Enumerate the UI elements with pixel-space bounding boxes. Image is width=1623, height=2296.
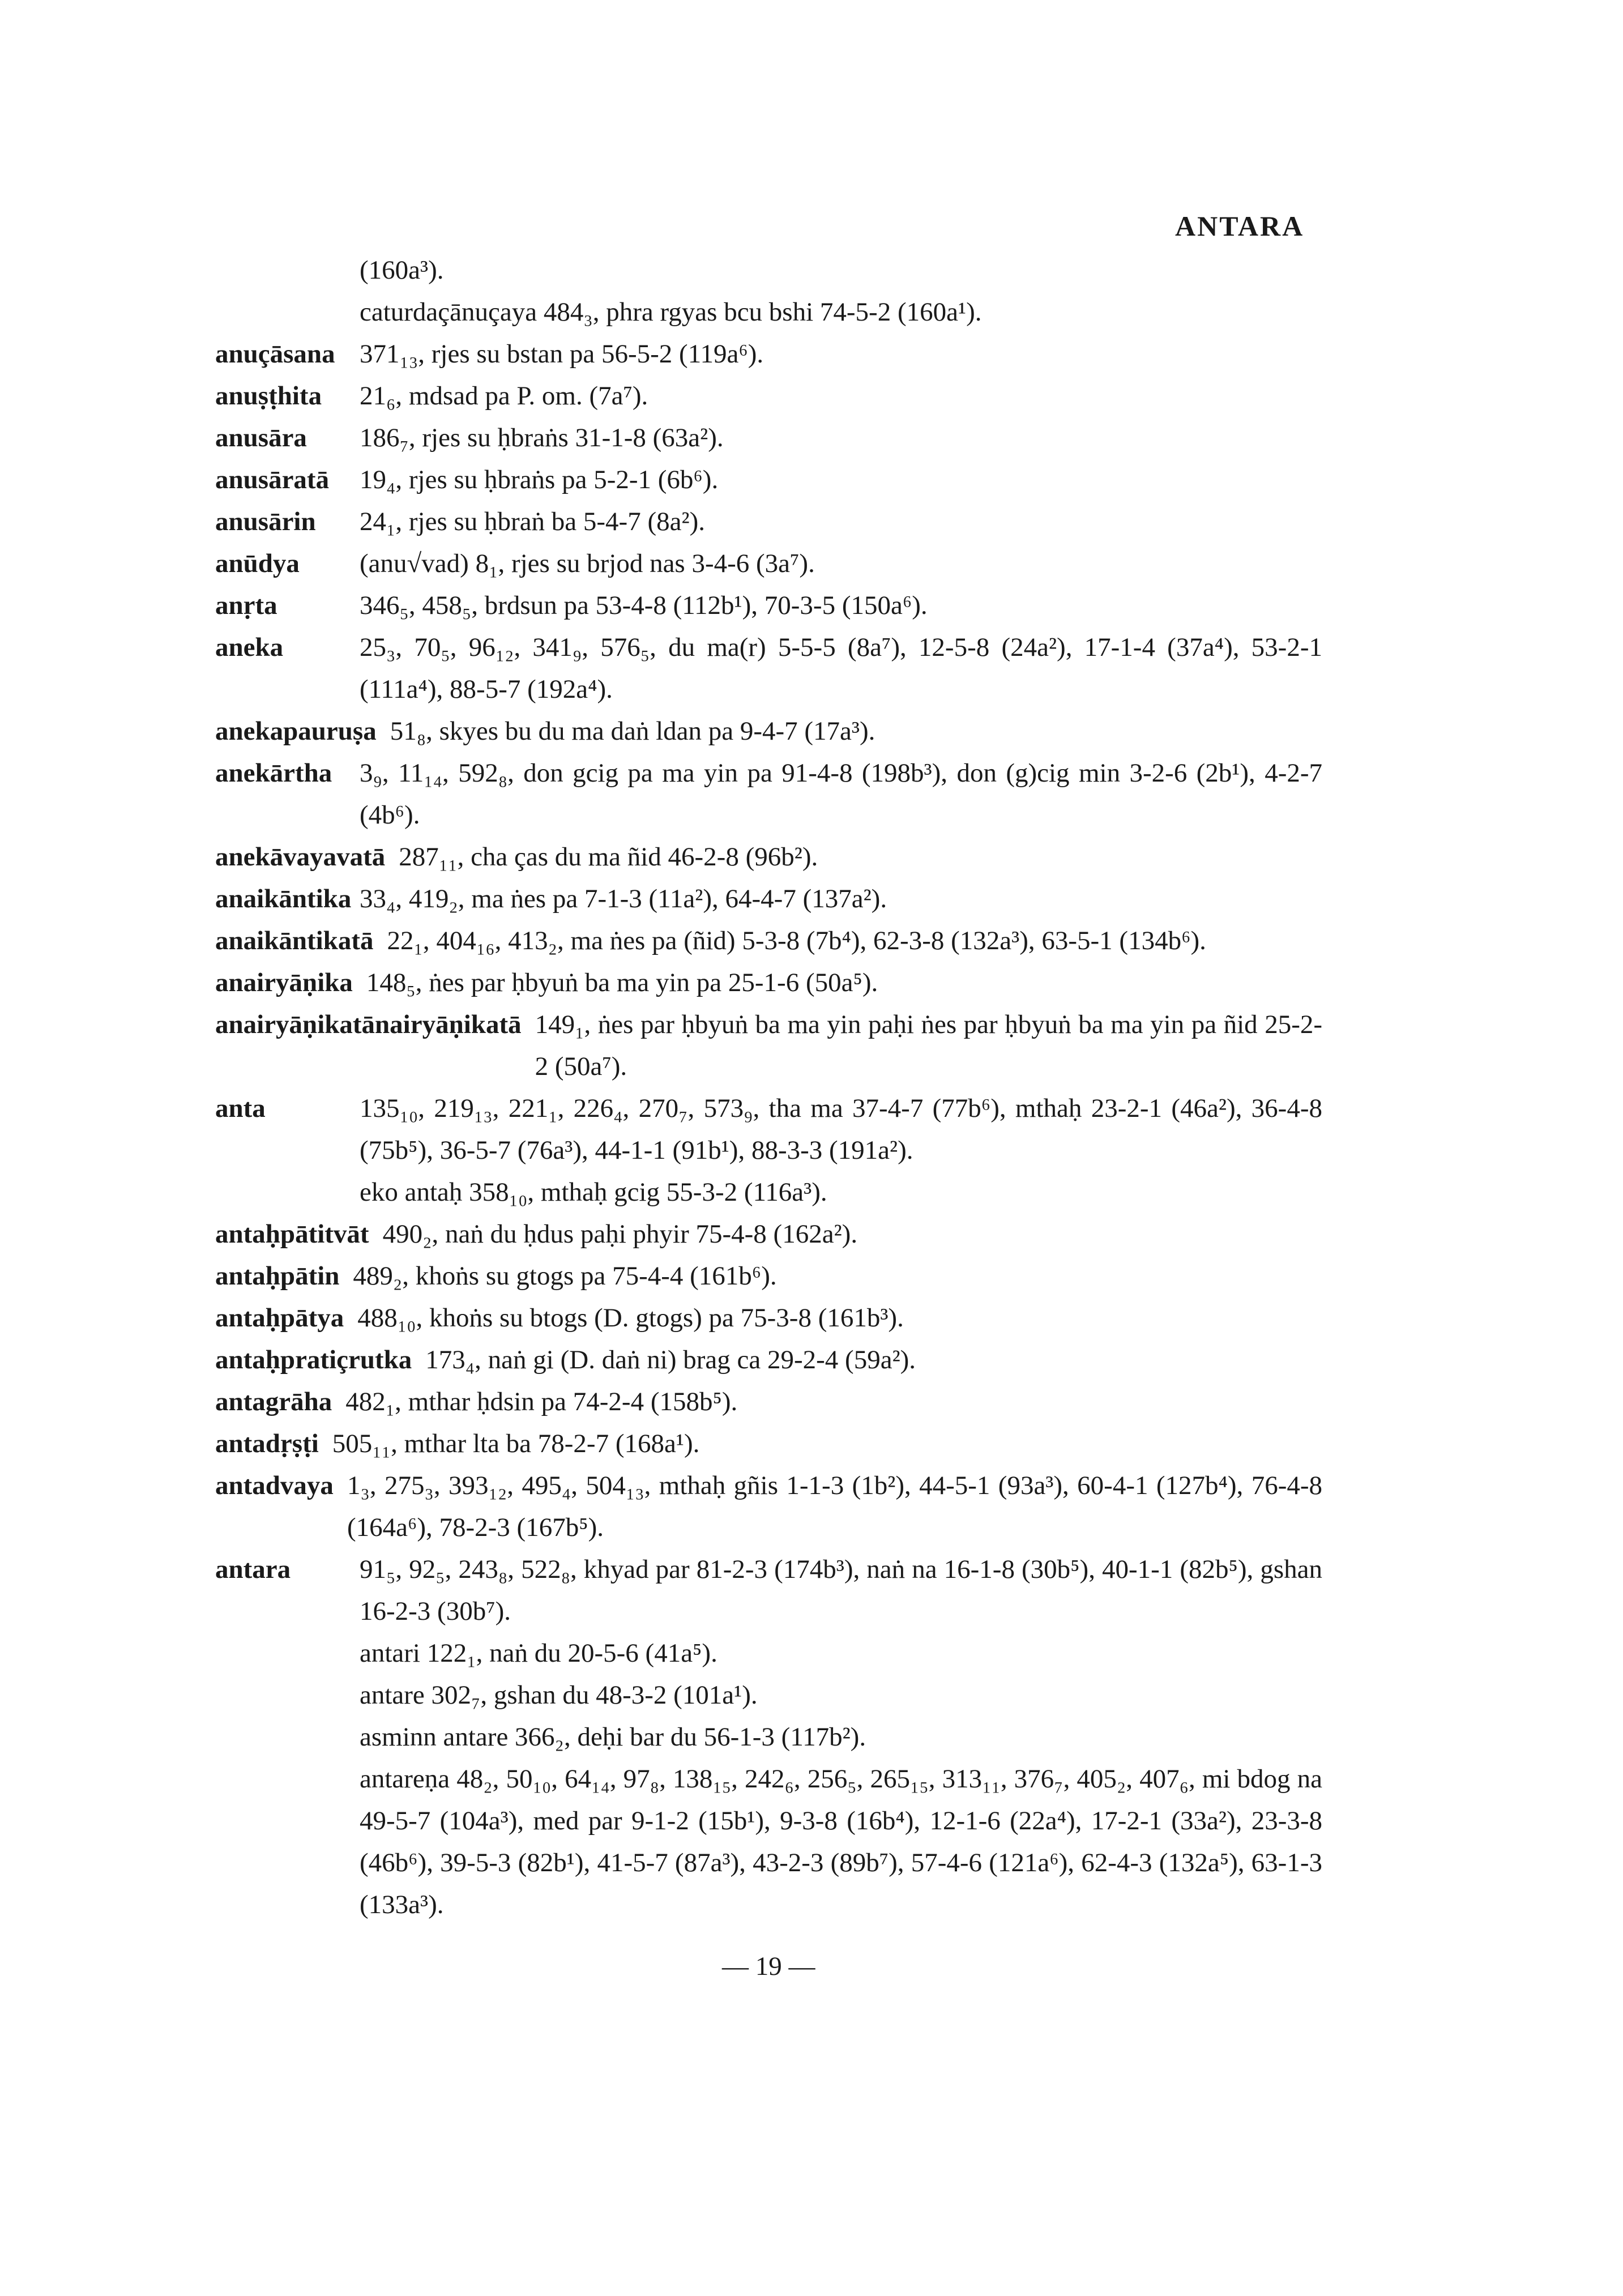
continuation-line: (160a³). [360,255,444,285]
headword: anuṣṭhita [215,381,322,411]
entry [215,626,1322,710]
headword: antadvaya [215,1471,334,1500]
entry [215,752,1322,836]
headword: anekapauruṣa [215,716,377,746]
entry [215,920,1322,962]
headword: anusārin [215,507,316,536]
entry-body: 19₄, rjes su ḥbraṅs pa 5-2-1 (6b⁶). [360,465,719,494]
headword: anusāratā [215,465,330,494]
headword: antaḥpātya [215,1303,344,1333]
entry-body: 25₃, 70₅, 96₁₂, 341₉, 576₅, du ma(r) 5-5-5 (8a⁷), 12-5-8 (24a²), 17-1-4 (37a⁴), 53-2-1 (111a⁴), 88-5-7 (192a⁴). [360,633,1322,704]
entry-body: 91₅, 92₅, 243₈, 522₈, khyad par 81-2-3 (174b³), naṅ na 16-1-8 (30b⁵), 40-1-1 (82b⁵), gshan 16-2-3 (30b⁷). [360,1555,1322,1626]
entry-body: 371₁₃, rjes su bstan pa 56-5-2 (119a⁶). [360,339,764,369]
entry-body: 21₆, mdsad pa P. om. (7a⁷). [360,381,648,411]
entry-body: 33₄, 419₂, ma ṅes pa 7-1-3 (11a²), 64-4-7 (137a²). [360,884,887,914]
sub-entry: antare 302₇, gshan du 48-3-2 (101a¹). [360,1680,758,1710]
entry-body: 149₁, ṅes par ḥbyuṅ ba ma yin paḥi ṅes par ḥbyuṅ ba ma yin pa ñid 25-2-2 (50a⁷). [535,1010,1322,1081]
sub-entry: eko antaḥ 358₁₀, mthaḥ gcig 55-3-2 (116a³). [360,1177,827,1207]
entry-body: 186₇, rjes su ḥbraṅs 31-1-8 (63a²). [360,423,724,453]
entry [215,459,1322,501]
headword: aneka [215,633,284,662]
entry-body: 3₉, 11₁₄, 592₈, don gcig pa ma yin pa 91-4-8 (198b³), don (g)cig min 3-2-6 (2b¹), 4-2-7 (4b⁶). [360,758,1322,830]
headword: antaḥpātin [215,1261,340,1291]
entry-body: 22₁, 404₁₆, 413₂, ma ṅes pa (ñid) 5-3-8 (7b⁴), 62-3-8 (132a³), 63-5-1 (134b⁶). [387,926,1206,955]
headword: anaikāntika [215,884,352,914]
entry [215,710,1322,752]
headword: anuçāsana [215,339,335,369]
entry-body: (anu√vad) 8₁, rjes su brjod nas 3-4-6 (3a⁷). [360,549,815,578]
entry-body: 51₈, skyes bu du ma daṅ ldan pa 9-4-7 (17a³). [390,716,875,746]
entry [215,1213,1322,1255]
headword: anaikāntikatā [215,926,374,955]
headword: antara [215,1555,291,1584]
entry-body: 287₁₁, cha ças du ma ñid 46-2-8 (96b²). [399,842,818,872]
entry [215,1381,1322,1423]
entry [215,962,1322,1004]
entry [215,417,1322,459]
entry-body: 148₅, ṅes par ḥbyuṅ ba ma yin pa 25-1-6 (50a⁵). [366,968,878,997]
dictionary-entries [215,249,1322,1926]
entry [215,1423,1322,1465]
entry [215,501,1322,543]
entry-body: 346₅, 458₅, brdsun pa 53-4-8 (112b¹), 70-3-5 (150a⁶). [360,591,928,620]
headword: anairyāṇika [215,968,353,997]
headword: antaḥpātitvāt [215,1219,369,1249]
page-number: — 19 — [722,1952,815,1981]
entry [215,333,1322,375]
headword: anekāvayavatā [215,842,386,872]
entry-body: 135₁₀, 219₁₃, 221₁, 226₄, 270₇, 573₉, tha ma 37-4-7 (77b⁶), mthaḥ 23-2-1 (46a²), 36-4-8 (75b⁵), 36-5-7 (76a³), 44-1-1 (91b¹), 88-3-3 (191a²). [360,1094,1322,1165]
entry-body: 489₂, khoṅs su gtogs pa 75-4-4 (161b⁶). [353,1261,777,1291]
entry-body: 482₁, mthar ḥdsin pa 74-2-4 (158b⁵). [345,1387,738,1416]
headword: antagrāha [215,1387,332,1416]
headword: anṛta [215,591,277,620]
sub-entry: antari 122₁, naṅ du 20-5-6 (41a⁵). [360,1638,717,1668]
sub-entry: caturdaçānuçaya 484₃, phra rgyas bcu bshi 74-5-2 (160a¹). [360,297,982,327]
entry-body: 505₁₁, mthar lta ba 78-2-7 (168a¹). [332,1429,700,1458]
headword: anusāra [215,423,307,453]
entry [215,1465,1322,1548]
entry [215,1548,1322,1632]
entry [215,543,1322,584]
entry [215,836,1322,878]
entry [215,1255,1322,1297]
entry [215,1339,1322,1381]
entry [215,878,1322,920]
headword: anekārtha [215,758,332,788]
headword: antadṛṣṭi [215,1429,319,1458]
entry-body: 173₄, naṅ gi (D. daṅ ni) brag ca 29-2-4 (59a²). [425,1345,916,1375]
running-head: ANTARA [1175,210,1305,242]
entry [215,1297,1322,1339]
entry [215,584,1322,626]
entry-body: 490₂, naṅ du ḥdus paḥi phyir 75-4-8 (162a²). [382,1219,858,1249]
sub-entry: antareṇa 48₂, 50₁₀, 64₁₄, 97₈, 138₁₅, 242₆, 256₅, 265₁₅, 313₁₁, 376₇, 405₂, 407₆, mi bdog na 49-5-7 (104a³), med par 9-1-2 (15b¹), 9-3-8 (16b⁴), 12-1-6 (22a⁴), 17-2-1 (33a²), 23-3-8 (46b⁶), 39-5-3 (82b¹), 41-5-7 (87a³), 43-2-3 (89b⁷), 57-4-6 (121a⁶), 62-4-3 (132a⁵), 63-1-3 (133a³). [360,1764,1322,1919]
headword: anta [215,1094,266,1123]
sub-entry: asminn antare 366₂, deḥi bar du 56-1-3 (117b²). [360,1722,866,1752]
entry-body: 488₁₀, khoṅs su btogs (D. gtogs) pa 75-3-8 (161b³). [357,1303,904,1333]
headword: anairyāṇikatānairyāṇikatā [215,1010,522,1039]
entry [215,375,1322,417]
entry [215,1004,1322,1087]
headword: antaḥpratiçrutka [215,1345,412,1375]
entry-body: 24₁, rjes su ḥbraṅ ba 5-4-7 (8a²). [360,507,705,536]
entry [215,1087,1322,1171]
headword: anūdya [215,549,300,578]
entry-body: 1₃, 275₃, 393₁₂, 495₄, 504₁₃, mthaḥ gñis 1-1-3 (1b²), 44-5-1 (93a³), 60-4-1 (127b⁴), 76-4-8 (164a⁶), 78-2-3 (167b⁵). [347,1471,1322,1542]
